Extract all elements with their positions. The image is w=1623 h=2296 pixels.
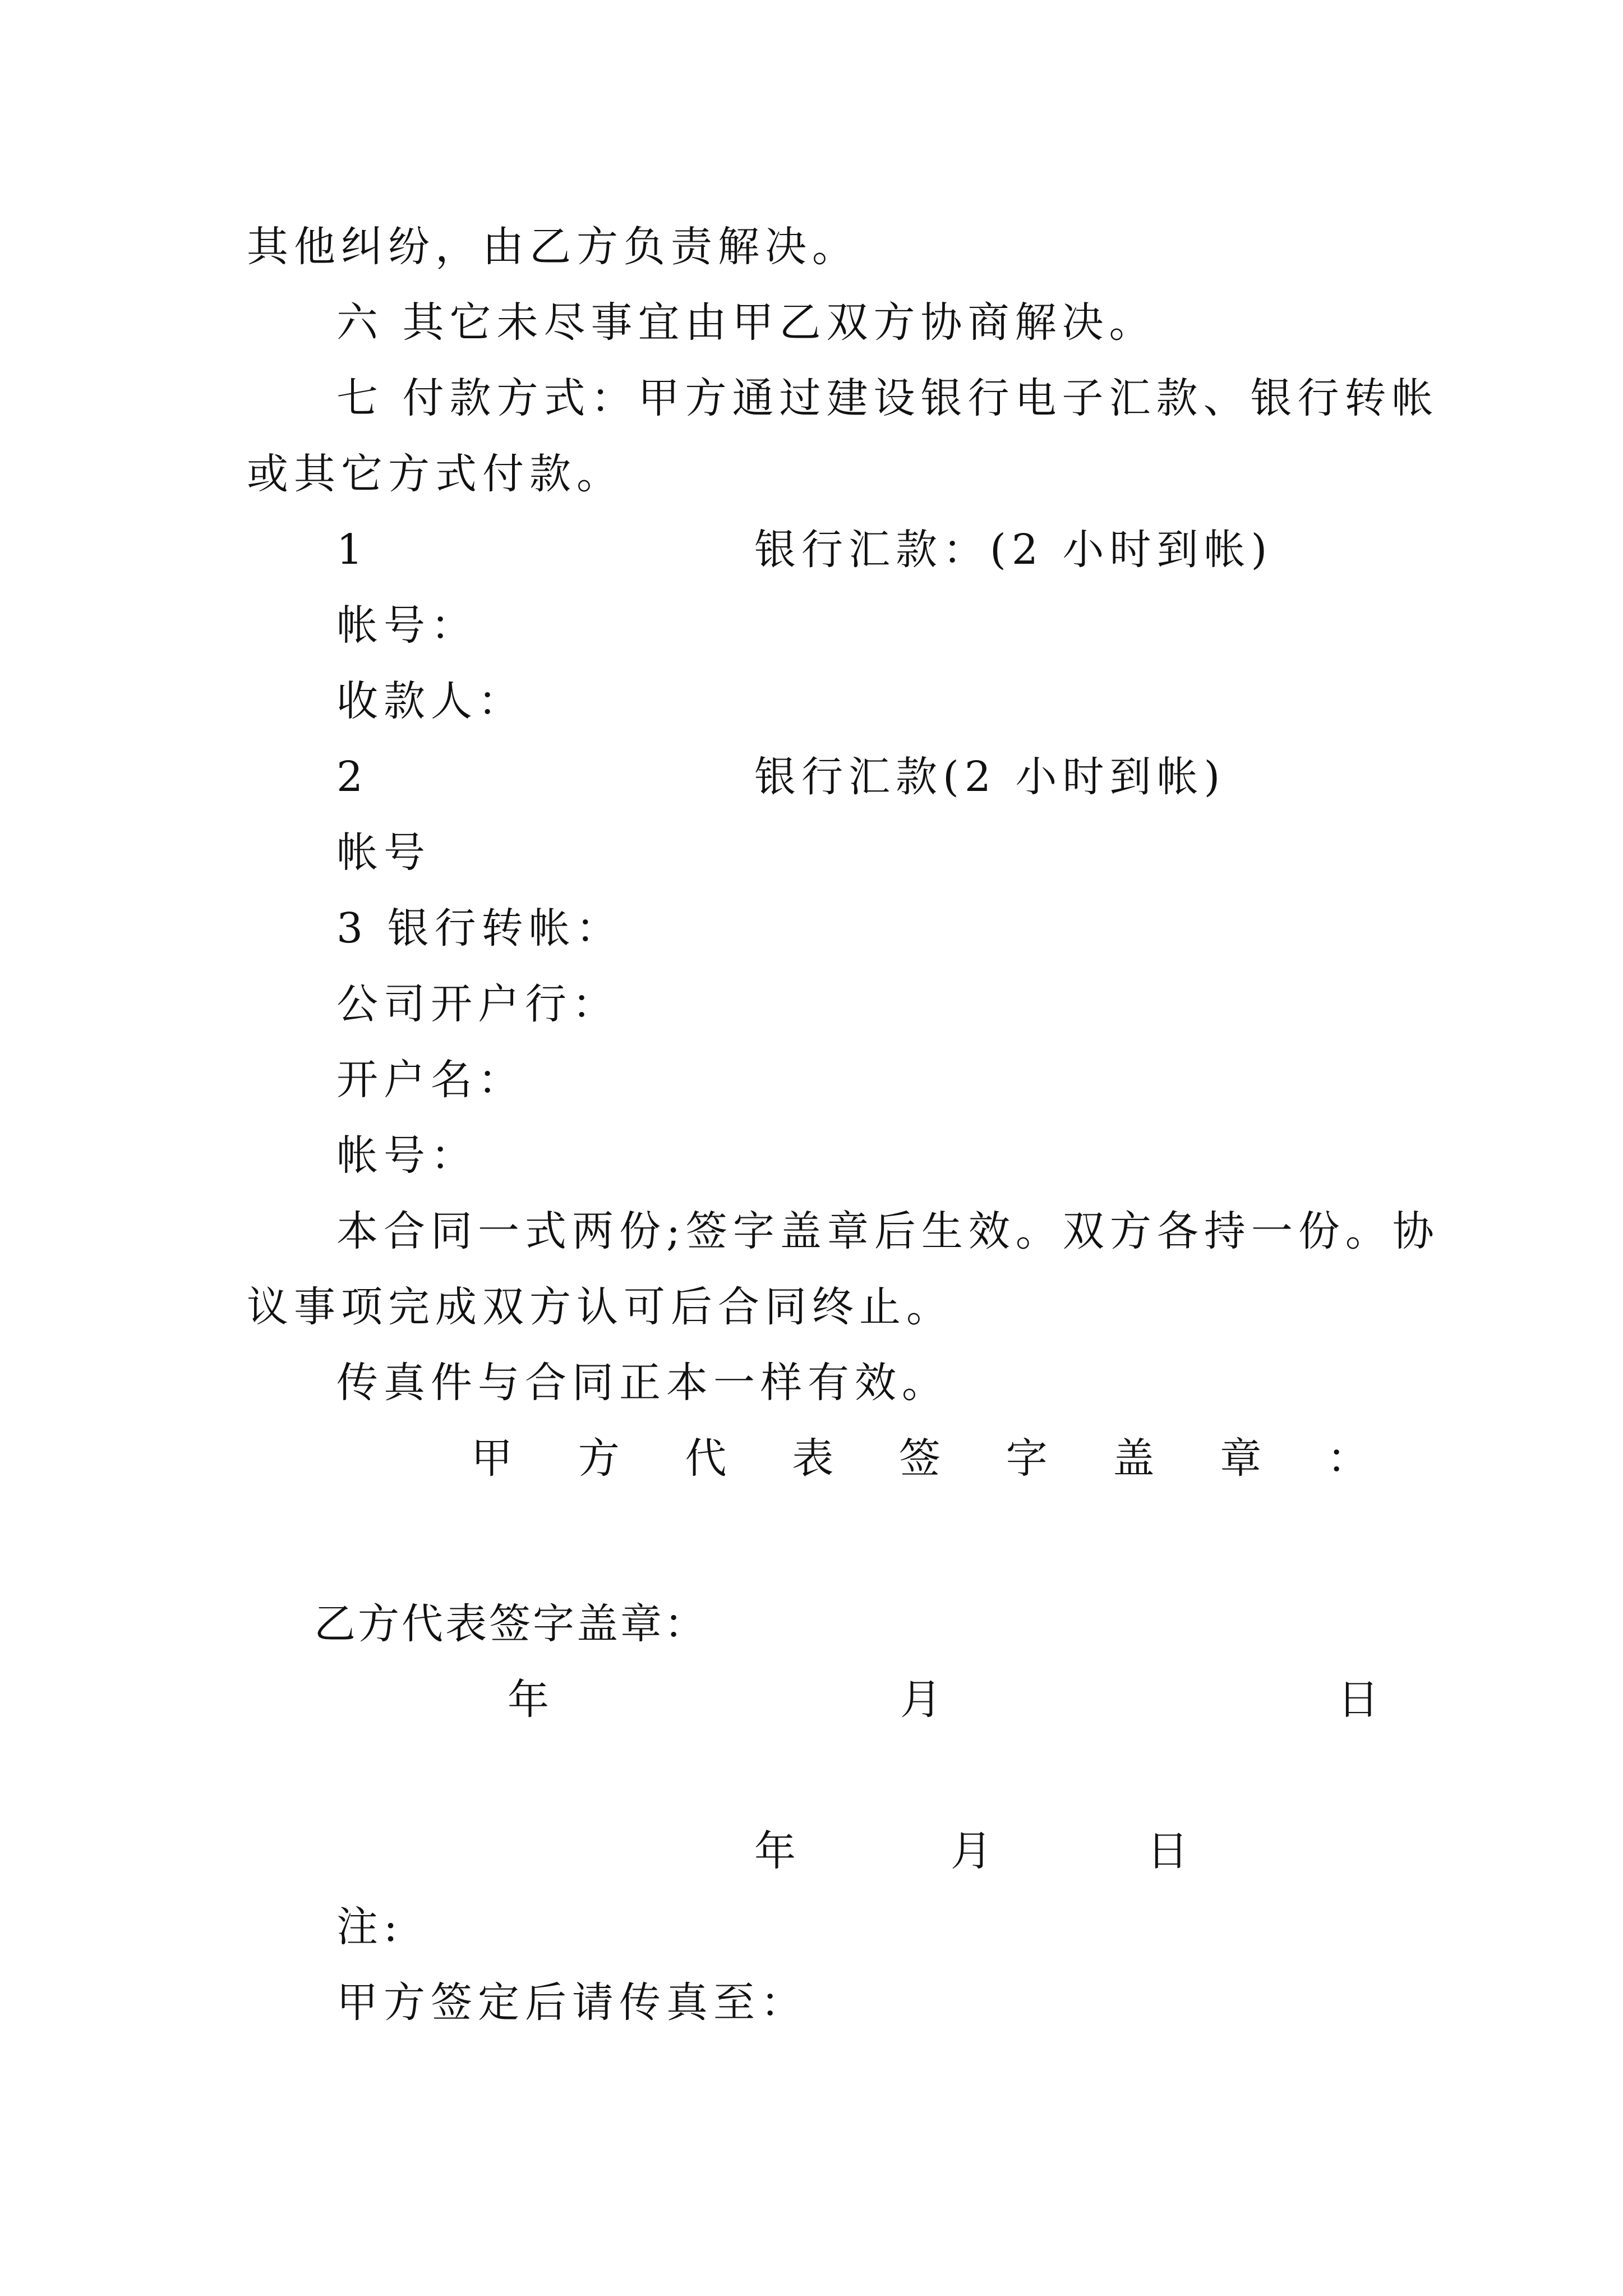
date-day-1: 日	[1338, 1676, 1385, 1724]
date-month-1: 月	[900, 1676, 947, 1724]
sign-char: 字	[1006, 1434, 1048, 1483]
clause-seven: 七 付款方式：甲方通过建设银行电子汇款、银行转帐	[336, 374, 1439, 422]
sign-char: 方	[578, 1434, 620, 1483]
account-number-label-2: 帐号	[336, 829, 431, 877]
date-month-2: 月	[951, 1827, 998, 1875]
account-number-label-3: 帐号：	[336, 1131, 478, 1180]
payee-label: 收款人：	[336, 677, 525, 725]
account-name-label: 开户名：	[336, 1056, 525, 1104]
sign-char: 签	[899, 1434, 940, 1483]
clause-six: 六 其它未尽事宜由甲乙双方协商解决。	[336, 298, 1156, 347]
sign-char: 甲	[471, 1434, 513, 1483]
payment-option-2-label: 银行汇款(2 小时到帐)	[754, 753, 1226, 801]
fax-instruction: 甲方签定后请传真至：	[336, 1978, 808, 2027]
sign-char: ：	[1327, 1434, 1368, 1483]
payment-option-2-number: 2	[336, 753, 369, 801]
account-number-label: 帐号：	[336, 601, 478, 650]
payment-option-1-number: 1	[336, 526, 369, 574]
fax-validity-clause: 传真件与合同正本一样有效。	[336, 1359, 949, 1407]
sign-char: 表	[792, 1434, 834, 1483]
party-a-signature-line	[471, 1433, 1368, 1484]
clause-seven-continued: 或其它方式付款。	[247, 450, 624, 498]
date-year-2: 年	[754, 1827, 801, 1875]
note-label: 注:	[336, 1903, 403, 1951]
contract-copies-clause: 本合同一式两份;签字盖章后生效。双方各持一份。协	[336, 1207, 1440, 1255]
payment-option-1-label: 银行汇款：(2 小时到帐)	[754, 526, 1273, 574]
sign-char: 章	[1220, 1434, 1262, 1483]
company-bank-label: 公司开户行：	[336, 980, 619, 1028]
date-day-2: 日	[1147, 1827, 1194, 1875]
contract-copies-clause-continued: 议事项完成双方认可后合同终止。	[247, 1283, 953, 1331]
paragraph-line: 其他纠纷，由乙方负责解决。	[247, 223, 859, 271]
sign-char: 盖	[1113, 1434, 1155, 1483]
date-year-1: 年	[508, 1676, 555, 1724]
sign-char: 代	[685, 1434, 727, 1483]
party-b-signature-line: 乙方代表签字盖章：	[314, 1600, 708, 1648]
payment-option-3: 3 银行转帐：	[336, 904, 623, 953]
